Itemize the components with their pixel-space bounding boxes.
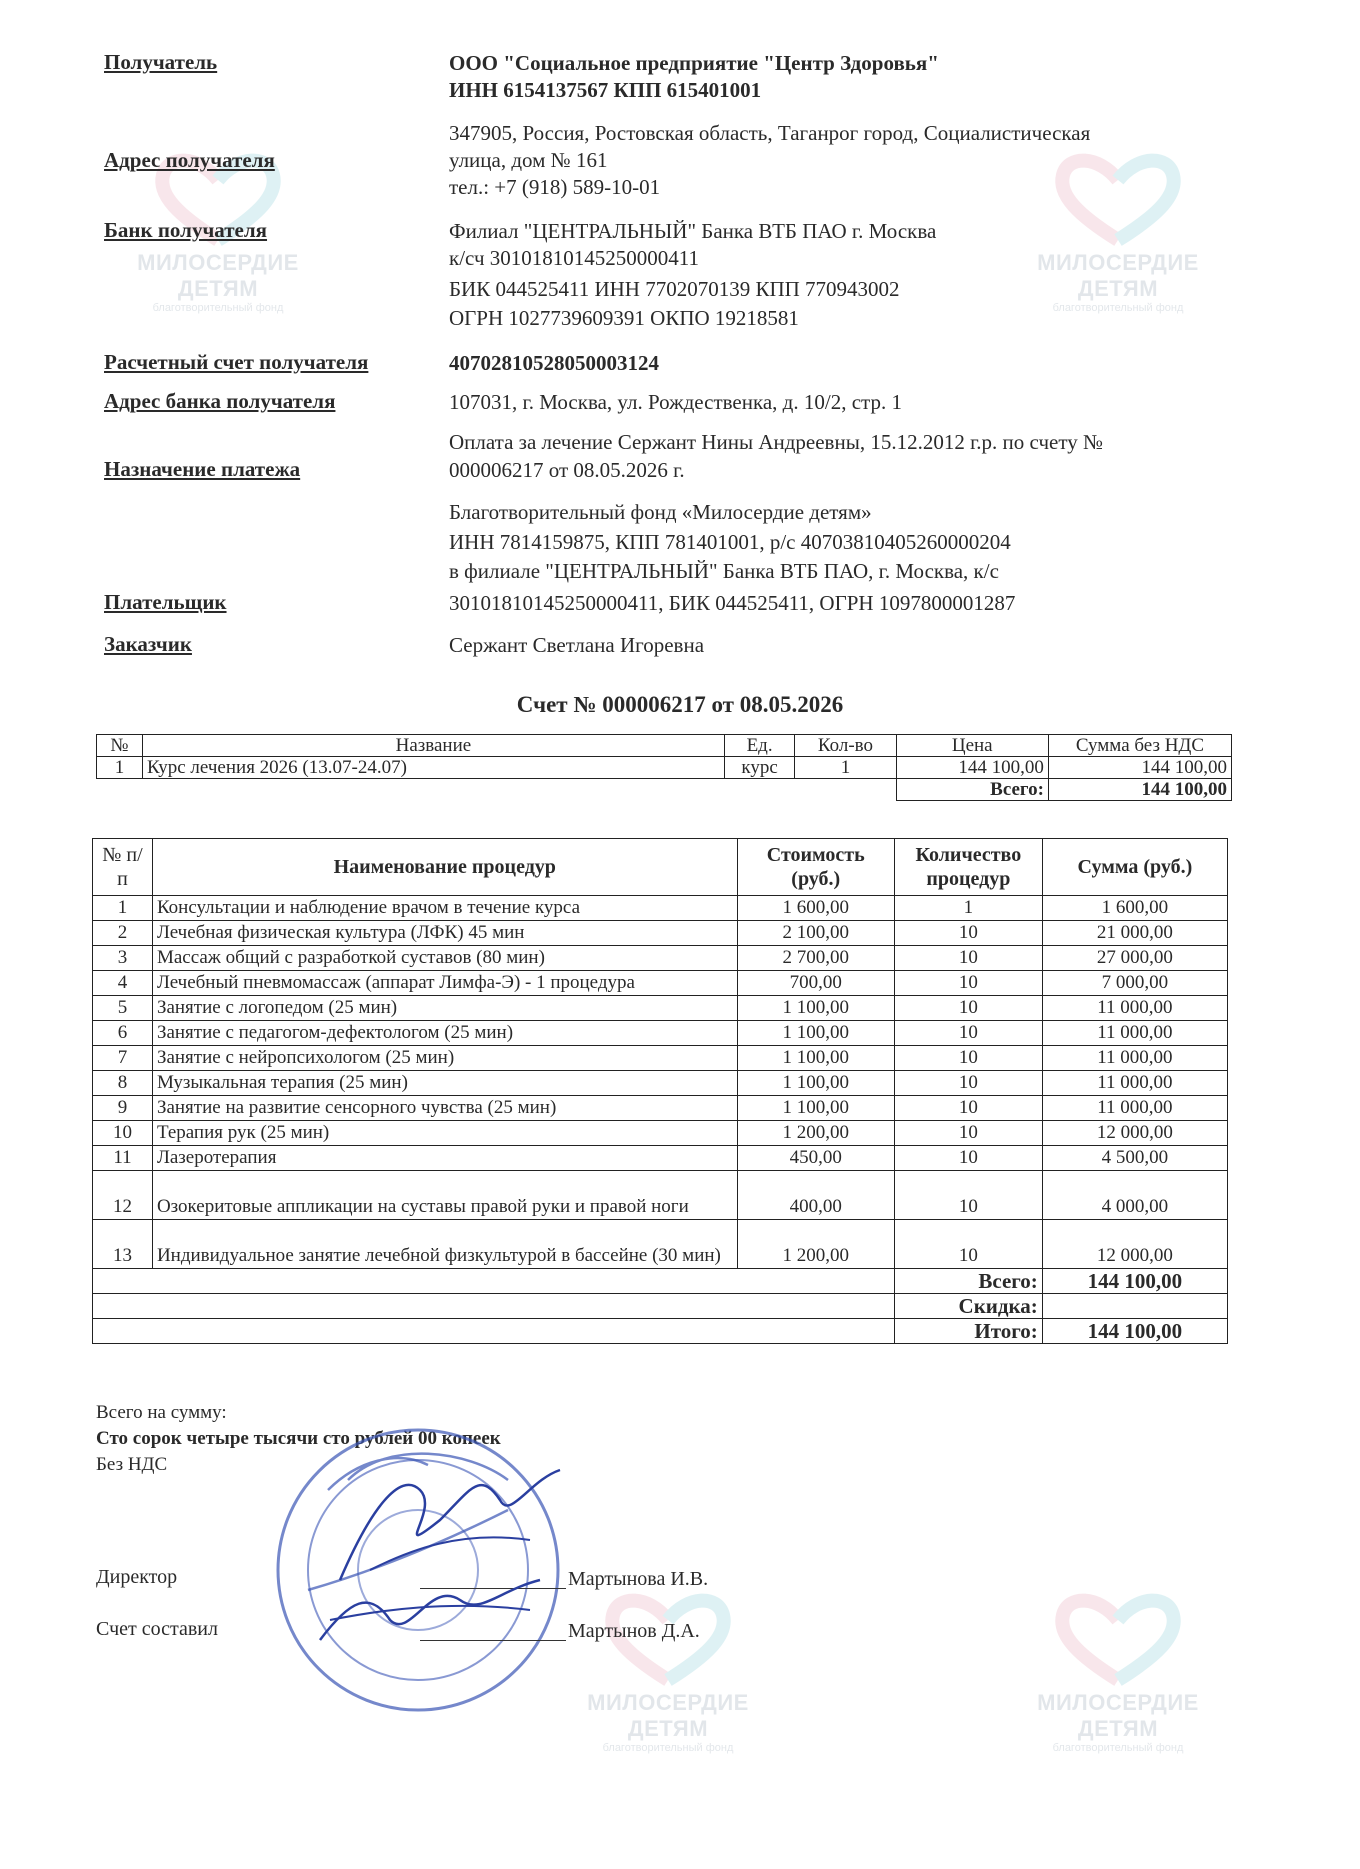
table-row <box>93 1071 1228 1096</box>
cell: 11 000,00 <box>1042 1021 1227 1046</box>
cell: 6 <box>93 1021 153 1046</box>
cell: Лечебный пневмомассаж (аппарат Лимфа-Э) - 1 процедура <box>152 971 737 996</box>
composer-label: Счет составил <box>96 1618 218 1640</box>
cell: Озокеритовые аппликации на суставы правой руки и правой ноги <box>152 1171 737 1220</box>
cell: 144 100,00 <box>896 757 1048 779</box>
bank-line2: к/сч 30101810145250000411 <box>449 246 699 270</box>
cell: 1 200,00 <box>737 1121 894 1146</box>
summary-amount-words: Сто сорок четыре тысячи сто рублей 00 копеек <box>96 1428 501 1449</box>
cell: 4 <box>93 971 153 996</box>
col-number: № <box>97 735 143 757</box>
grand-total-label: Итого: <box>894 1319 1042 1344</box>
cell: 8 <box>93 1071 153 1096</box>
table-row <box>93 1096 1228 1121</box>
col-name: Название <box>143 735 725 757</box>
cell: 11 <box>93 1146 153 1171</box>
watermark-sub: благотворительный фонд <box>1052 1742 1184 1754</box>
watermark-name: МИЛОСЕРДИЕ ДЕТЯМ <box>1037 250 1199 301</box>
cell: Лазеротерапия <box>152 1146 737 1171</box>
table-discount-row <box>93 1294 1228 1319</box>
watermark-name: МИЛОСЕРДИЕ ДЕТЯМ <box>1037 1690 1199 1741</box>
account-label: Расчетный счет получателя <box>104 350 369 374</box>
customer-value: Сержант Светлана Игоревна <box>449 633 705 657</box>
table-row <box>93 971 1228 996</box>
cell: 10 <box>894 921 1042 946</box>
table-row <box>93 1146 1228 1171</box>
cell: 7 000,00 <box>1042 971 1227 996</box>
payer-line2: ИНН 7814159875, КПП 781401001, р/с 40703810405260000204 <box>449 530 1011 554</box>
cell: 7 <box>93 1046 153 1071</box>
col-price: Цена <box>896 735 1048 757</box>
cell: 700,00 <box>737 971 894 996</box>
bank-line1: Филиал "ЦЕНТРАЛЬНЫЙ" Банка ВТБ ПАО г. Москва <box>449 219 937 243</box>
discount-label: Скидка: <box>894 1294 1042 1319</box>
account-value: 40702810528050003124 <box>449 351 659 375</box>
customer-label: Заказчик <box>104 632 192 656</box>
purpose-label: Назначение платежа <box>104 457 301 481</box>
cell: 10 <box>894 1146 1042 1171</box>
bank-line4: ОГРН 1027739609391 ОКПО 19218581 <box>449 306 799 330</box>
cell: 10 <box>894 1071 1042 1096</box>
cell: Консультации и наблюдение врачом в течение курса <box>152 896 737 921</box>
cell: 1 100,00 <box>737 1071 894 1096</box>
bank-address-value: 107031, г. Москва, ул. Рождественка, д. 10/2, стр. 1 <box>449 390 902 414</box>
address-label: Адрес получателя <box>104 148 275 172</box>
cell: Занятие на развитие сенсорного чувства (25 мин) <box>152 1096 737 1121</box>
composer-name: Мартынов Д.А. <box>568 1620 700 1642</box>
recipient-label: Получатель <box>104 50 218 74</box>
watermark-name: МИЛОСЕРДИЕ ДЕТЯМ <box>587 1690 749 1741</box>
cell: 21 000,00 <box>1042 921 1227 946</box>
col-sum: Сумма (руб.) <box>1042 839 1227 896</box>
col-cost: Стоимость (руб.) <box>737 839 894 896</box>
table-row <box>93 996 1228 1021</box>
table-row <box>93 946 1228 971</box>
address-phone: тел.: +7 (918) 589-10-01 <box>449 175 661 199</box>
col-procedure: Наименование процедур <box>152 839 737 896</box>
summary-line1: Всего на сумму: <box>96 1402 227 1423</box>
watermark-sub: благотворительный фонд <box>602 1742 734 1754</box>
table-header-row <box>97 735 1232 757</box>
bank-line3: БИК 044525411 ИНН 7702070139 КПП 770943002 <box>449 277 900 301</box>
cell: 13 <box>93 1220 153 1269</box>
cell: 1 200,00 <box>737 1220 894 1269</box>
cell: 4 000,00 <box>1042 1171 1227 1220</box>
composer-signature-icon <box>310 1560 550 1660</box>
cell: 11 000,00 <box>1042 1046 1227 1071</box>
total-value: 144 100,00 <box>1042 1269 1227 1294</box>
total-label: Всего: <box>894 1269 1042 1294</box>
table-row <box>93 1021 1228 1046</box>
col-unit: Ед. <box>724 735 795 757</box>
table-row <box>93 1046 1228 1071</box>
cell: Занятие с нейропсихологом (25 мин) <box>152 1046 737 1071</box>
cell: 10 <box>894 1021 1042 1046</box>
table-total-row <box>93 1269 1228 1294</box>
table-row <box>93 1220 1228 1269</box>
table-row <box>93 896 1228 921</box>
cell: 10 <box>894 1220 1042 1269</box>
cell: Музыкальная терапия (25 мин) <box>152 1071 737 1096</box>
cell: 1 100,00 <box>737 996 894 1021</box>
table-grand-total-row <box>93 1319 1228 1344</box>
cell: 144 100,00 <box>1048 757 1231 779</box>
cell: 2 <box>93 921 153 946</box>
col-sum: Сумма без НДС <box>1048 735 1231 757</box>
cell: 10 <box>894 996 1042 1021</box>
purpose-line1: Оплата за лечение Сержант Нины Андреевны, 15.12.2012 г.р. по счету № <box>449 430 1104 454</box>
cell: 1 <box>795 757 896 779</box>
invoice-table <box>96 734 1232 801</box>
watermark-sub: благотворительный фонд <box>152 302 284 314</box>
cell: 1 100,00 <box>737 1021 894 1046</box>
cell: Занятие с педагогом-дефектологом (25 мин) <box>152 1021 737 1046</box>
cell: 1 100,00 <box>737 1046 894 1071</box>
invoice-title: Счет № 000006217 от 08.05.2026 <box>516 692 844 717</box>
cell: 10 <box>894 1096 1042 1121</box>
cell: 10 <box>894 971 1042 996</box>
table-total-row <box>97 779 1232 801</box>
director-name: Мартынова И.В. <box>568 1568 709 1590</box>
cell: 10 <box>93 1121 153 1146</box>
cell: 10 <box>894 1046 1042 1071</box>
bank-label: Банк получателя <box>104 218 268 242</box>
table-row <box>93 1171 1228 1220</box>
cell: Индивидуальное занятие лечебной физкультурой в бассейне (30 мин) <box>152 1220 737 1269</box>
cell: 3 <box>93 946 153 971</box>
cell: Курс лечения 2026 (13.07-24.07) <box>143 757 725 779</box>
director-label: Директор <box>96 1566 178 1588</box>
watermark <box>998 1580 1238 1754</box>
procedures-table <box>92 838 1228 1344</box>
cell: 11 000,00 <box>1042 1096 1227 1121</box>
recipient-inn: ИНН 6154137567 КПП 615401001 <box>449 78 762 102</box>
address-line1: 347905, Россия, Ростовская область, Таганрог город, Социалистическая <box>449 121 1091 145</box>
cell: Лечебная физическая культура (ЛФК) 45 мин <box>152 921 737 946</box>
cell: 1 600,00 <box>737 896 894 921</box>
payer-line1: Благотворительный фонд «Милосердие детям» <box>449 500 872 524</box>
cell: 11 000,00 <box>1042 1071 1227 1096</box>
cell: 12 <box>93 1171 153 1220</box>
discount-value <box>1042 1294 1227 1319</box>
table-row <box>93 921 1228 946</box>
payer-label: Плательщик <box>104 590 227 614</box>
bank-address-label: Адрес банка получателя <box>104 389 336 413</box>
cell: 400,00 <box>737 1171 894 1220</box>
cell: 27 000,00 <box>1042 946 1227 971</box>
cell: 450,00 <box>737 1146 894 1171</box>
total-label: Всего: <box>896 779 1048 801</box>
cell: Массаж общий с разработкой суставов (80 мин) <box>152 946 737 971</box>
watermark-name: МИЛОСЕРДИЕ ДЕТЯМ <box>137 250 299 301</box>
cell: 10 <box>894 1121 1042 1146</box>
col-count: Количество процедур <box>894 839 1042 896</box>
cell: 1 <box>894 896 1042 921</box>
table-header-row <box>93 839 1228 896</box>
watermark-sub: благотворительный фонд <box>1052 302 1184 314</box>
grand-total-value: 144 100,00 <box>1042 1319 1227 1344</box>
cell: 9 <box>93 1096 153 1121</box>
watermark <box>548 1580 788 1754</box>
cell: 4 500,00 <box>1042 1146 1227 1171</box>
cell: 1 600,00 <box>1042 896 1227 921</box>
cell: 1 <box>97 757 143 779</box>
cell: 12 000,00 <box>1042 1220 1227 1269</box>
cell: 1 100,00 <box>737 1096 894 1121</box>
heart-logo-icon <box>1038 1580 1198 1690</box>
cell: 10 <box>894 1171 1042 1220</box>
cell: Терапия рук (25 мин) <box>152 1121 737 1146</box>
table-row <box>97 757 1232 779</box>
col-number: № п/п <box>93 839 153 896</box>
cell: 2 700,00 <box>737 946 894 971</box>
col-qty: Кол-во <box>795 735 896 757</box>
cell: 11 000,00 <box>1042 996 1227 1021</box>
cell: 1 <box>93 896 153 921</box>
payer-line3: в филиале "ЦЕНТРАЛЬНЫЙ" Банка ВТБ ПАО, г. Москва, к/с <box>449 559 999 583</box>
cell: 12 000,00 <box>1042 1121 1227 1146</box>
address-line2: улица, дом № 161 <box>449 148 608 172</box>
purpose-line2: 000006217 от 08.05.2026 г. <box>449 458 685 482</box>
summary-vat: Без НДС <box>96 1454 168 1475</box>
table-row <box>93 1121 1228 1146</box>
payer-line4: 30101810145250000411, БИК 044525411, ОГРН 1097800001287 <box>449 591 1016 615</box>
total-value: 144 100,00 <box>1048 779 1231 801</box>
recipient-name: ООО "Социальное предприятие "Центр Здоровья" <box>449 51 939 75</box>
cell: курс <box>724 757 795 779</box>
cell: 2 100,00 <box>737 921 894 946</box>
cell: Занятие с логопедом (25 мин) <box>152 996 737 1021</box>
cell: 10 <box>894 946 1042 971</box>
cell: 5 <box>93 996 153 1021</box>
